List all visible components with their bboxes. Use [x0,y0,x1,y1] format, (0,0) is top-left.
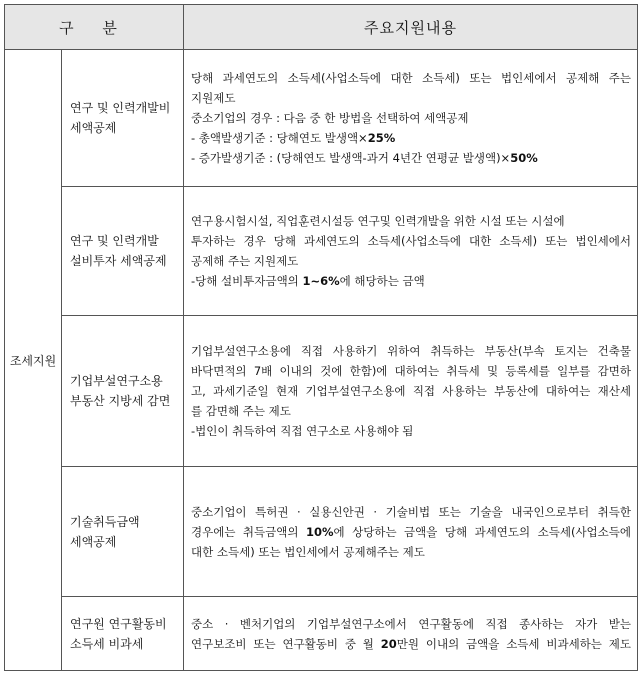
item-label-line: 세액공제 [70,534,117,549]
table-row [5,597,638,671]
highlight-value: 50% [510,151,538,165]
header-content: 주요지원내용 [184,5,638,50]
content-line: 중소기업의 경우 : 다음 중 한 방법을 선택하여 세액공제 [191,111,469,125]
item-content [184,187,638,316]
header-category: 구 분 [5,5,184,50]
item-label [62,467,184,597]
item-content [184,467,638,597]
content-line [191,271,631,291]
table-row [5,187,638,316]
category-cell: 조세지원 [5,50,62,671]
content-text: - 증가발생기준 : (당해연도 발생액-과거 4년간 연평균 발생액)× [191,151,511,165]
item-label-line: 소득세 비과세 [70,636,144,651]
item-label-line: 부동산 지방세 감면 [70,394,171,408]
content-text: -당해 설비투자금액의 [191,274,303,288]
table-row [5,467,638,597]
content-line: 중소 · 벤처기업의 기업부설연구소에서 연구활동에 직접 종사하는 자가 받는 [191,616,631,631]
content-line [191,634,631,654]
content-text: 경우에는 취득금액의 [191,524,306,539]
header-row [5,5,638,50]
highlight-value: 10% [305,524,334,539]
item-content [184,316,638,467]
table-row [5,316,638,467]
content-text: - 총액발생기준 : 당해연도 발생액× [191,131,368,145]
content-line [191,522,631,542]
highlight-value: 1~6% [302,274,340,288]
highlight-value: 25% [367,131,396,145]
content-text: 연구보조비 또는 연구활동비 중 월 [191,636,381,651]
item-label [62,597,184,671]
item-label-line: 기업부설연구소용 [70,374,163,388]
content-line: 투자하는 경우 당해 과세연도의 소득세(사업소득에 대한 소득세) 또는 법인세에서 [191,234,631,248]
highlight-value: 20 [380,636,397,651]
content-line: 공제해 주는 지원제도 [191,254,299,268]
content-line: 연구용시험시설, 직업훈련시설등 연구및 인력개발을 위한 시설 또는 시설에 [191,214,565,228]
item-label-line: 연구원 연구활동비 [70,616,167,631]
content-line: 당해 과세연도의 소득세(사업소득에 대한 소득세) 또는 법인세에서 공제해 주는 [191,71,631,85]
item-label [62,50,184,187]
content-line: 지원제도 [191,91,236,105]
item-content [184,50,638,187]
table-row [5,50,638,187]
content-line [191,128,631,148]
support-table [4,4,638,671]
content-line: 를 감면해 주는 제도 [191,404,291,418]
item-label [62,187,184,316]
content-line: 대한 소득세) 또는 법인세에서 공제해주는 제도 [191,544,425,559]
content-line: 고, 과세기준일 현재 기업부설연구소용에 직접 사용하는 부동산에 대하여는 재산세 [191,384,631,398]
content-line: 바닥면적의 7배 이내의 것에 한함)에 대하여는 취득세 및 등록세를 일부를 감면하 [191,364,631,378]
content-line [191,148,631,168]
item-label-line: 연구 및 인력개발비 [70,101,171,115]
item-label-line: 세액공제 [70,121,117,135]
item-label [62,316,184,467]
content-text: 에 상당하는 금액을 당해 과세연도의 소득세(사업소득에 [333,524,631,539]
content-text: 만원 이내의 금액을 소득세 비과세하는 제도 [396,636,631,651]
item-label-line: 연구 및 인력개발 [70,234,159,248]
item-content [184,597,638,671]
content-text: 에 해당하는 금액 [339,274,425,288]
item-label-line: 설비투자 세액공제 [70,254,167,268]
item-label-line: 기술취득금액 [70,514,140,529]
content-line: 중소기업이 특허권 · 실용신안권 · 기술비법 또는 기술을 내국인으로부터 취득한 [191,504,631,519]
content-line: 기업부설연구소용에 직접 사용하기 위하여 취득하는 부동산(부속 토지는 건축물 [191,344,631,358]
content-line: -법인이 취득하여 직접 연구소로 사용해야 됨 [191,424,414,438]
